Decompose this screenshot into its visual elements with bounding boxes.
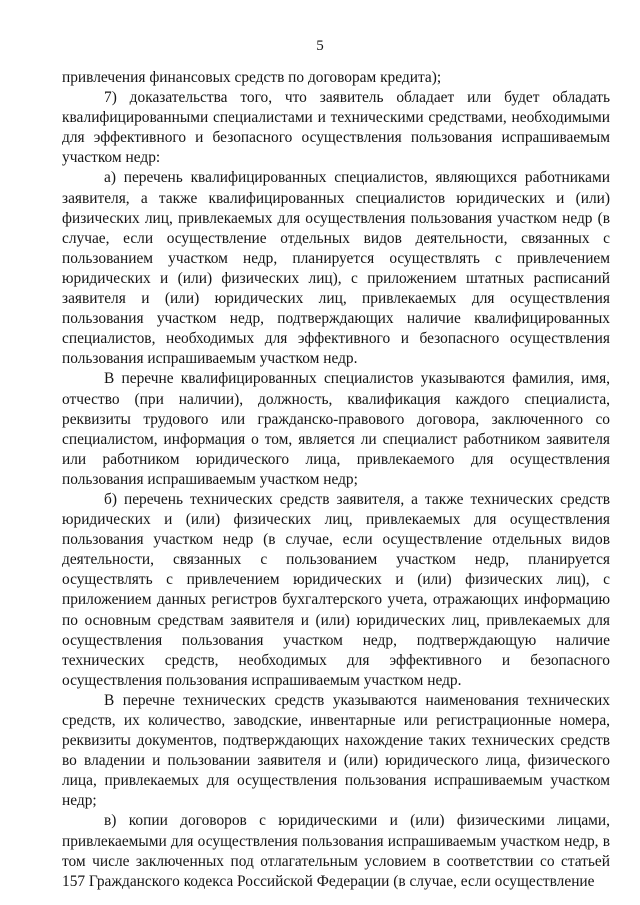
paragraph-item-7: 7) доказательства того, что заявитель обладает или будет обладать квалифицированными специалистами и техническими средствами, необходимыми для эффективного и безопасного осуществления пользования испрашиваемым участком недр: [62,89,610,167]
document-body [62,68,610,892]
paragraph-continuation: привлечения финансовых средств по договорам кредита); [62,69,442,86]
paragraph-technical-means-list: В перечне технических средств указываются наименования технических средств, их количество, заводские, инвентарные или регистрационные номера, реквизиты документов, подтверждающих нахождение таких технических средств во владении и пользовании заявителя и (или) юридического лица, физического лица, привлекаемых для осуществления пользования испрашиваемым участком недр; [62,691,610,810]
paragraph-specialists-list: В перечне квалифицированных специалистов указываются фамилия, имя, отчество (при наличии), должность, квалификация каждого специалиста, реквизиты трудового или гражданско-правового договора, заключенного со специалистом, информация о том, является ли специалист работником заявителя или работником юридического лица, привлекаемого для осуществления пользования испрашиваемым участком недр; [62,370,610,488]
paragraph-subitem-a: а) перечень квалифицированных специалистов, являющихся работниками заявителя, а также квалифицированных специалистов юридических и (или) физических лиц, привлекаемых для осуществления пользования участком недр (в случае, если осуществление отдельных видов деятельности, связанных с пользованием участком недр, планируется осуществлять с привлечением юридических и (или) физических лиц), с приложением штатных расписаний заявителя и (или) юридических лиц, привлекаемых для осуществления пользования участком недр, подтверждающих наличие квалифицированных специалистов, необходимых для эффективного и безопасного осуществления пользования испрашиваемым участком недр. [62,169,610,368]
page-number: 5 [316,38,324,54]
paragraph-subitem-v: в) копии договоров с юридическими и (или) физическими лицами, привлекаемыми для осуществления пользования испрашиваемым участком недр, в том числе заключенных под отлагательным условием в соответствии со статьей 157 Гражданского кодекса Российской Федерации (в случае, если осуществление [62,812,610,890]
paragraph-subitem-b: б) перечень технических средств заявителя, а также технических средств юридических и (или) физических лиц, привлекаемых для осуществления пользования участком недр (в случае, если осуществление отдельных видов деятельности, связанных с пользованием участком недр, планируется осуществлять с привлечением юридических и (или) физических лиц), с приложением данных регистров бухгалтерского учета, отражающих информацию по основным средствам заявителя и (или) юридических лиц, привлекаемых для осуществления пользования участком недр, подтверждающую наличие технических средств, необходимых для эффективного и безопасного осуществления пользования испрашиваемым участком недр. [62,490,610,689]
